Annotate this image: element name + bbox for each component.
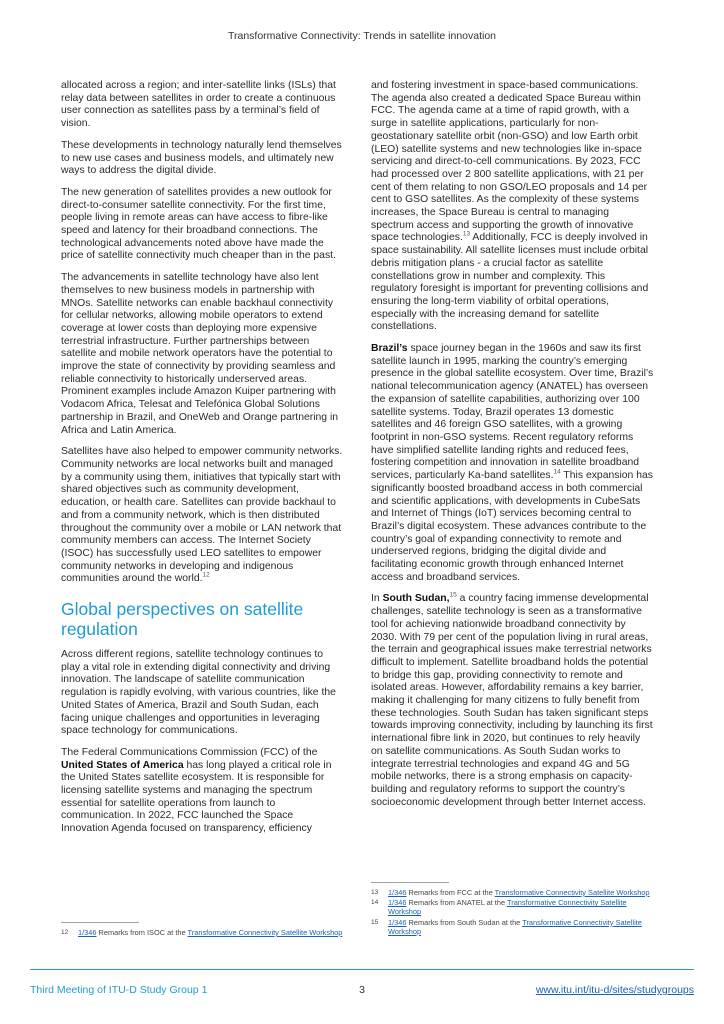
workshop-link[interactable]: Transformative Connectivity Satellite Workshop — [187, 928, 343, 937]
footnote-text — [388, 898, 654, 916]
paragraph-text: This expansion has significantly boosted broadband access in both commercial and scientific applications, with developments in CubeSats and Internet of Things (IoT) services becoming central to Brazil’s digital ecosystem. These advances contribute to the country’s goal of expanding connectivity to remote and underserved regions, bridging the digital divide and facilitating economic growth through enhanced Internet access and broadband services. — [371, 470, 653, 583]
right-column — [371, 80, 654, 818]
paragraph-text: The Federal Communications Commission (FCC) of the — [61, 746, 318, 758]
footnote-number: 13 — [371, 889, 379, 896]
footnotes-right — [371, 882, 654, 937]
footnote-body: Remarks from South Sudan at the — [406, 917, 523, 927]
paragraph-text: and fostering investment in space-based communications. The agenda also created a dedicated Space Bureau within FCC. The agenda came at a time of rapid growth, with a surge in satellite applications, particularly for non-geostationary satellite orbit (non-GSO) and low Earth orbit (LEO) satellite systems and new technologies like in-space servicing and direct-to-cell communications. By 2023, FCC had processed over 2 800 satellite applications, with 21 per cent of them relating to non GSO/LEO proposals and 14 per cent to GSO satellites. As the complexity of these systems increases, the Space Bureau is central to managing spectrum access and supporting the growth of innovative space technologies. — [371, 80, 648, 244]
footnote-15 — [371, 918, 654, 936]
footer-divider — [30, 969, 694, 970]
footnote-body: Remarks from ANATEL at the — [406, 898, 507, 908]
footnote-ref-13[interactable]: 13 — [462, 230, 471, 238]
paragraph-text: Satellites have also helped to empower community networks. Community networks are local networks built and managed by a community using them, initiatives that typically start with shared objectives such as community development, education, or health care. Satellites can provide backhaul to and from a community network, which is then distributed throughout the community over a mobile or LAN network that community members can access. The Internet Society (ISOC) has successfully used LEO satellites to empower community networks in developing and indigenous communities around the world. — [61, 446, 343, 585]
footnote-14 — [371, 898, 654, 916]
page-number: 3 — [359, 984, 365, 996]
footnote-divider — [371, 882, 449, 883]
body-paragraph: Across different regions, satellite technology continues to play a vital role in extending digital connectivity and driving innovation. The landscape of satellite communication regulation is rapidly evolving, with various countries, like the United States of America, Brazil and South Sudan, each facing unique challenges and opportunities in leveraging space technology for communications. — [61, 649, 336, 737]
country-name-brazil: Brazil’s — [371, 343, 408, 355]
document-link[interactable]: 1/346 — [388, 917, 407, 927]
paragraph-text: In — [371, 593, 383, 605]
footnotes-left — [61, 922, 344, 938]
footnote-text — [78, 928, 342, 937]
body-paragraph — [61, 446, 344, 586]
document-link[interactable]: 1/346 — [388, 898, 407, 908]
footnote-12 — [61, 928, 344, 937]
footnote-ref-12[interactable]: 12 — [202, 571, 210, 579]
footer-website-link[interactable]: www.itu.int/itu-d/sites/studygroups — [535, 984, 694, 996]
footnote-body: Remarks from FCC at the — [406, 888, 495, 897]
document-link[interactable]: 1/346 — [388, 888, 407, 897]
workshop-link[interactable]: Transformative Connectivity Satellite Workshop — [388, 917, 642, 936]
footnote-number: 12 — [61, 929, 69, 936]
footnote-number: 15 — [371, 918, 379, 926]
body-paragraph: allocated across a region; and inter-satellite links (ISLs) that relay data between satellites in order to create a continuous user connection as satellites pass by a terminal’s field of vision. — [61, 80, 336, 130]
footer-meeting-title: Third Meeting of ITU-D Study Group 1 — [30, 984, 208, 996]
body-paragraph — [61, 747, 344, 836]
footnote-ref-15[interactable]: 15 — [449, 591, 457, 599]
footnote-divider — [61, 922, 139, 923]
left-column — [61, 80, 344, 845]
paragraph-text: a country facing immense developmental challenges, satellite technology is seen as a transformative tool for achieving nationwide broadband connectivity by 2030. With 79 per cent of the population living in rural areas, the terrain and geographical issues make terrestrial networks difficult to implement. Satellite broadband holds the potential to bridge this gap, providing connectivity to remote and isolated areas. However, affordability remains a key barrier, making it challenging for many citizens to fully benefit from these technologies. South Sudan has taken significant steps towards improving connectivity, including by launching its first international fibre link in 2020, but continues to rely heavily on satellite communications. As South Sudan works to integrate terrestrial technologies and expand 4G and 5G mobile networks, there is a strong emphasis on capacity-building and regulatory reforms to support the country’s socioeconomic development through better Internet access. — [371, 593, 653, 808]
paragraph-text: has long played a critical role in the United States satellite ecosystem. It is responsible for licensing satellite systems and managing the spectrum essential for satellite operations from launch to communication. In 2022, FCC launched the Space Innovation Agenda focused on transparency, efficiency — [61, 759, 332, 835]
section-heading: Global perspectives on satellite regulation — [61, 599, 304, 640]
footnote-text — [388, 888, 650, 897]
body-paragraph: The new generation of satellites provides a new outlook for direct-to-consumer satellite connectivity. For the first time, people living in remote areas can have access to fibre-like speed and latency for their broadband connections. The technological advancements noted above have made the price of satellite connectivity much cheaper than in the past. — [61, 186, 336, 262]
body-paragraph — [371, 80, 654, 334]
country-name-south-sudan: South Sudan, — [382, 593, 450, 605]
body-paragraph — [371, 593, 654, 809]
workshop-link[interactable]: Transformative Connectivity Satellite Workshop — [388, 898, 627, 917]
paragraph-text: Additionally, FCC is deeply involved in space sustainability. All satellite licenses must include orbital debris mitigation plans - a crucial factor as satellite constellations grow in number and complexity. This regulatory foresight is important for preventing collisions and ensuring the long-term viability of orbital operations, especially with the increasing demand for satellite constellations. — [371, 232, 649, 333]
footnote-number: 14 — [371, 899, 379, 907]
document-link[interactable]: 1/346 — [78, 928, 97, 937]
body-paragraph: The advancements in satellite technology have also lent themselves to new business models in partnership with MNOs. Satellite networks can enable backhaul connectivity for cellular networks, allowing mobile operators to extend coverage at lower costs than deploying more expensive terrestrial infrastructure. Further partnerships between satellite and mobile network operators have the potential to improve the state of connectivity by providing seamless and reliable connectivity to historically underserved areas. Prominent examples include Amazon Kuiper partnering with Vodacom Africa, Telesat and Telefónica Global Solutions partnership in Brazil, and OneWeb and Orange partnering in Africa and Latin America. — [61, 272, 339, 436]
footnote-ref-14[interactable]: 14 — [553, 468, 561, 476]
body-paragraph — [371, 343, 654, 584]
footnote-text — [388, 918, 654, 936]
footnote-body: Remarks from ISOC at the — [96, 928, 188, 937]
running-header: Transformative Connectivity: Trends in satellite innovation — [227, 30, 497, 42]
footnote-13 — [371, 888, 654, 897]
body-paragraph: These developments in technology naturally lend themselves to new use cases and business models, and ultimately new ways to address the digital divide. — [61, 139, 342, 177]
country-name-usa: United States of America — [61, 759, 184, 771]
paragraph-text: space journey began in the 1960s and saw its first satellite launch in 1995, marking the country’s emerging presence in the global satellite ecosystem. Over time, Brazil’s national telecommunication agency (ANATEL) has overseen the expansion of satellite capabilities, authorizing over 100 satellite systems. Today, Brazil operates 13 domestic satellites and 46 foreign GSO satellites, with a growing footprint in non-GSO systems. Recent regulatory reforms have simplified satellite landing rights and reduced fees, fostering competition and innovation in satellite broadband services, particularly Ka-band satellites. — [371, 343, 654, 482]
workshop-link[interactable]: Transformative Connectivity Satellite Workshop — [494, 888, 650, 897]
